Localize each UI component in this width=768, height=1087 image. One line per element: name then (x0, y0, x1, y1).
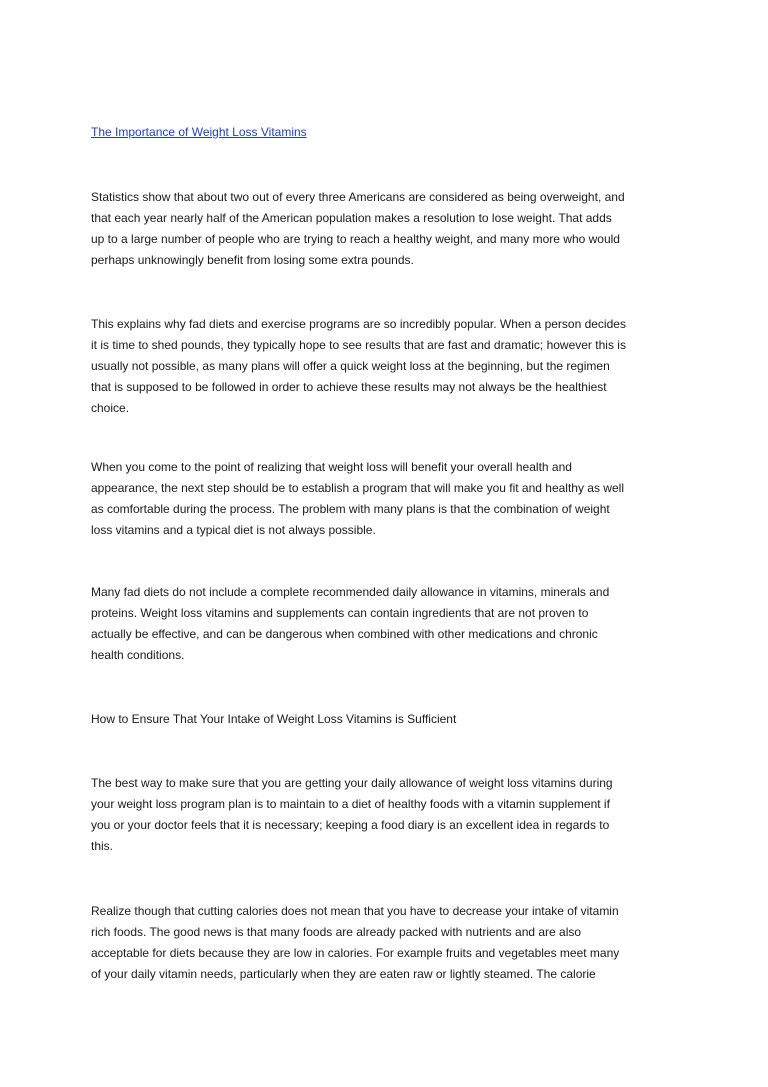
paragraph-line: proteins. Weight loss vitamins and supplements can contain ingredients that are not proven to (91, 606, 589, 620)
paragraph-line: that each year nearly half of the American population makes a resolution to lose weight. That adds (91, 211, 612, 225)
paragraph-cutting-calories (91, 901, 691, 985)
paragraph-line: The best way to make sure that you are getting your daily allowance of weight loss vitamins during (91, 776, 613, 790)
paragraph-line: choice. (91, 401, 130, 415)
paragraph-line: health conditions. (91, 648, 185, 662)
paragraph-line: actually be effective, and can be dangerous when combined with other medications and chronic (91, 627, 598, 641)
paragraph-best-way (91, 773, 691, 857)
paragraph-line: up to a large number of people who are trying to reach a healthy weight, and many more who would (91, 232, 620, 246)
paragraph-line: usually not possible, as many plans will offer a quick weight loss at the beginning, but the regimen (91, 359, 610, 373)
paragraph-line: it is time to shed pounds, they typically hope to see results that are fast and dramatic; however this is (91, 338, 626, 352)
paragraph-fad-diets-popular (91, 314, 691, 419)
paragraph-line: perhaps unknowingly benefit from losing some extra pounds. (91, 253, 414, 267)
paragraph-line: When you come to the point of realizing that weight loss will benefit your overall health and (91, 460, 572, 474)
paragraph-line: Many fad diets do not include a complete recommended daily allowance in vitamins, minerals and (91, 585, 610, 599)
paragraph-line: you or your doctor feels that it is necessary; keeping a food diary is an excellent idea in regards to (91, 818, 610, 832)
paragraph-line: your weight loss program plan is to maintain to a diet of healthy foods with a vitamin supplement if (91, 797, 610, 811)
paragraph-line: of your daily vitamin needs, particularly when they are eaten raw or lightly steamed. The calorie (91, 967, 596, 981)
paragraph-line: Statistics show that about two out of every three Americans are considered as being overweight, and (91, 190, 625, 204)
section-subheading: How to Ensure That Your Intake of Weight Loss Vitamins is Sufficient (91, 712, 457, 726)
paragraph-line: as comfortable during the process. The problem with many plans is that the combination of weight (91, 502, 610, 516)
paragraph-line: this. (91, 839, 114, 853)
paragraph-line: appearance, the next step should be to establish a program that will make you fit and healthy as well (91, 481, 624, 495)
paragraph-line: Realize though that cutting calories does not mean that you have to decrease your intake of vitamin (91, 904, 619, 918)
paragraph-line: This explains why fad diets and exercise programs are so incredibly popular. When a person decides (91, 317, 626, 331)
paragraph-line: loss vitamins and a typical diet is not always possible. (91, 523, 376, 537)
paragraph-next-step (91, 457, 691, 541)
paragraph-line: acceptable for diets because they are low in calories. For example fruits and vegetables meet many (91, 946, 620, 960)
paragraph-line: that is supposed to be followed in order to achieve these results may not always be the healthiest (91, 380, 607, 394)
paragraph-statistics (91, 187, 691, 271)
document-title-link[interactable]: The Importance of Weight Loss Vitamins (91, 125, 307, 139)
paragraph-line: rich foods. The good news is that many foods are already packed with nutrients and are also (91, 925, 582, 939)
paragraph-daily-allowance (91, 582, 691, 666)
